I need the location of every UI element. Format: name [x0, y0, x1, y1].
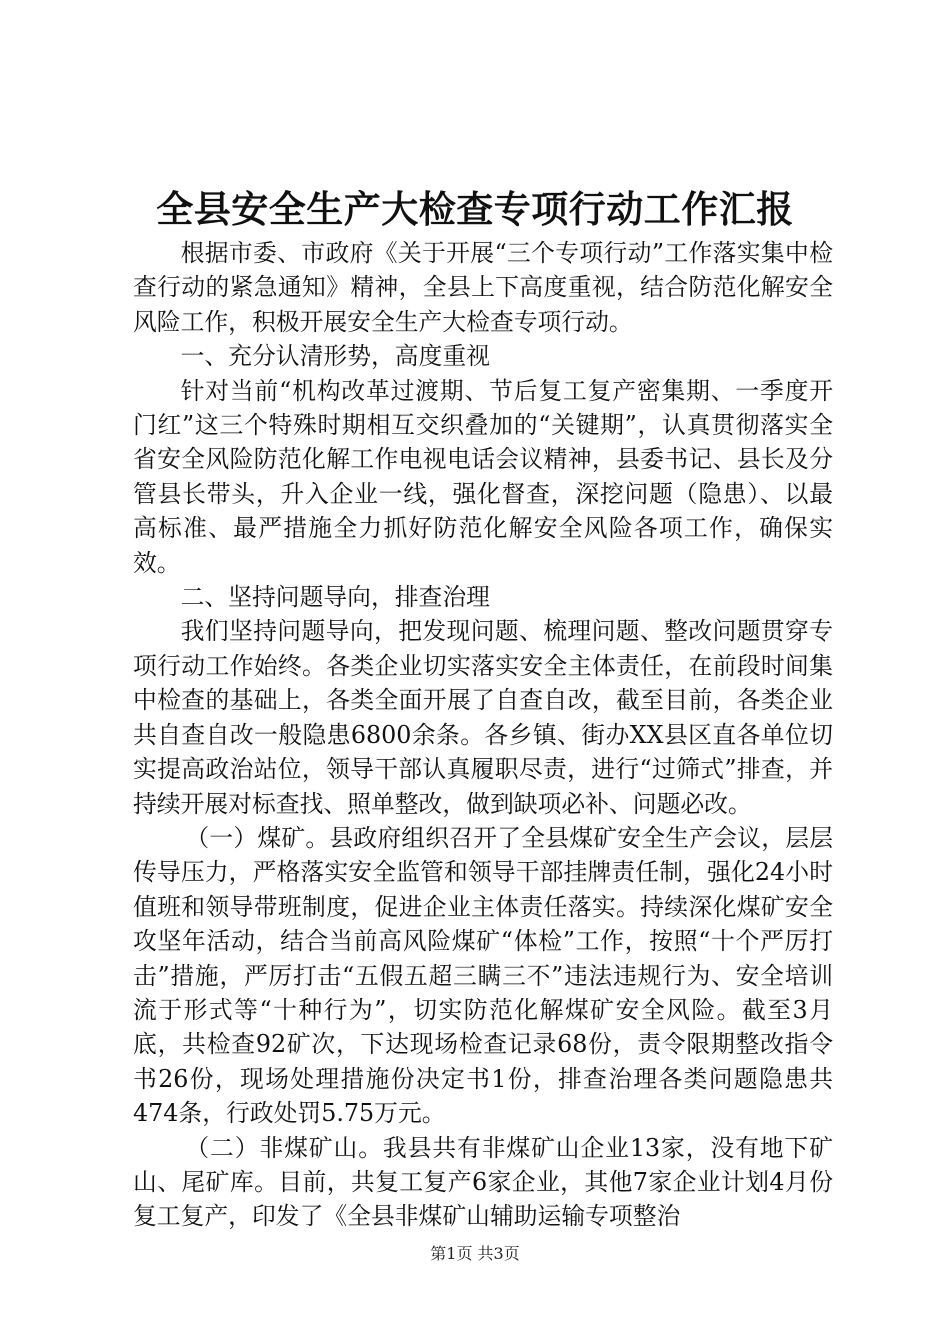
section-1-paragraph: 针对当前“机构改革过渡期、节后复工复产密集期、一季度开门红”这三个特殊时期相互交织叠加的“关键期”，认真贯彻落实全省安全风险防范化解工作电视电话会议精神，县委书记、县长及分管县长带头，升入企业一线，强化督查，深挖问题（隐患）、以最高标准、最严措施全力抓好防范化解安全风险各项工作，确保实效。 — [133, 376, 833, 577]
section-heading-1: 一、充分认清形势，高度重视 — [180, 342, 490, 371]
section-2-paragraph: 我们坚持问题导向，把发现问题、梳理问题、整改问题贯穿专项行动工作始终。各类企业切实落实安全主体责任，在前段时间集中检查的基础上，各类全面开展了自查自改，截至目前，各类企业共自查自改一般隐患6800余条。各乡镇、街办XX县区直各单位切实提高政治站位，领导干部认真履职尽责，进行“过筛式”排查，并持续开展对标查找、照单整改，做到缺项必补、问题必改。 — [133, 617, 833, 818]
page-footer: 第1页 共3页 — [430, 1244, 520, 1263]
non-coal-mine-paragraph: （二）非煤矿山。我县共有非煤矿山企业13家，没有地下矿山、尾矿库。目前，共复工复产6家企业，其他7家企业计划4月份复工复产，印发了《全县非煤矿山辅助运输专项整治 — [133, 1133, 833, 1231]
document-title: 全县安全生产大检查专项行动工作汇报 — [156, 187, 794, 231]
coal-mine-paragraph: （一）煤矿。县政府组织召开了全县煤矿安全生产会议，层层传导压力，严格落实安全监管和领导干部挂牌责任制，强化24小时值班和领导带班制度，促进企业主体责任落实。持续深化煤矿安全攻坚年活动，结合当前高风险煤矿“体检”工作，按照“十个严厉打击”措施，严厉打击“五假五超三瞒三不”违法违规行为、安全培训流于形式等“十种行为”，切实防范化解煤矿安全风险。截至3月底，共检查92矿次，下达现场检查记录68份，责令限期整改指令书26份，现场处理措施份决定书1份，排查治理各类问题隐患共474条，行政处罚5.75万元。 — [133, 823, 833, 1128]
document-body — [133, 236, 833, 1234]
section-heading-2: 二、坚持问题导向，排查治理 — [180, 583, 490, 612]
intro-paragraph: 根据市委、市政府《关于开展“三个专项行动”工作落实集中检查行动的紧急通知》精神，全县上下高度重视，结合防范化解安全风险工作，积极开展安全生产大检查专项行动。 — [133, 239, 833, 336]
